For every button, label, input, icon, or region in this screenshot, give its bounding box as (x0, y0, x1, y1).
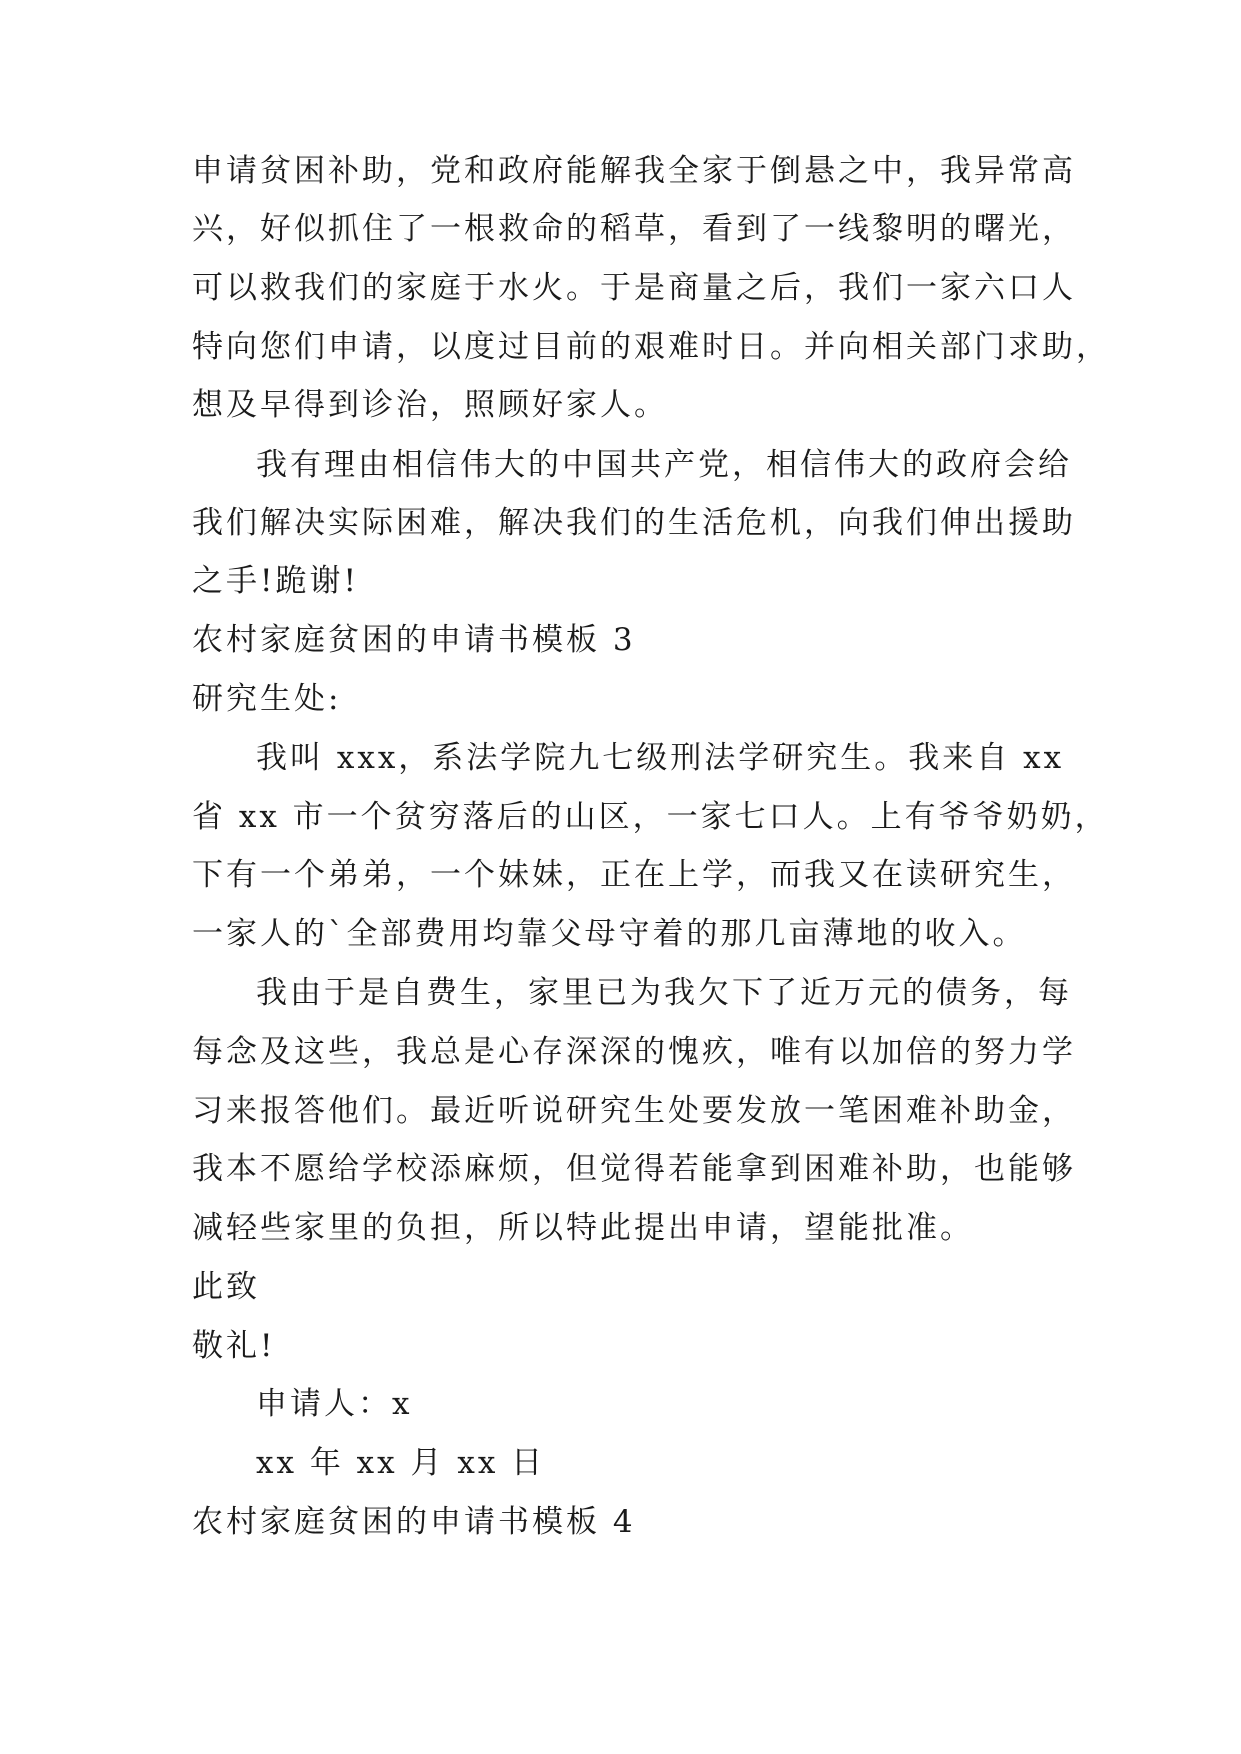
paragraph-line: 我有理由相信伟大的中国共产党，相信伟大的政府会给 (256, 447, 1072, 483)
paragraph-line: 习来报答他们。最近听说研究生处要发放一笔困难补助金， (192, 1093, 1076, 1129)
paragraph-line: 兴，好似抓住了一根救命的稻草，看到了一线黎明的曙光， (192, 211, 1076, 247)
paragraph-line: 每念及这些，我总是心存深深的愧疚，唯有以加倍的努力学 (192, 1034, 1076, 1070)
paragraph-line: 特向您们申请，以度过目前的艰难时日。并向相关部门求助， (192, 329, 1110, 365)
paragraph-line: 我叫 xxx，系法学院九七级刑法学研究生。我来自 xx (256, 740, 1065, 776)
closing-line: 敬礼! (192, 1328, 276, 1364)
paragraph-line: 一家人的`全部费用均靠父母守着的那几亩薄地的收入。 (192, 916, 1027, 952)
paragraph-line: 我由于是自费生，家里已为我欠下了近万元的债务，每 (256, 975, 1072, 1011)
paragraph-line: 想及早得到诊治，照顾好家人。 (192, 387, 668, 423)
paragraph-line: 下有一个弟弟，一个妹妹，正在上学，而我又在读研究生， (192, 857, 1076, 893)
paragraph-line: 申请贫困补助，党和政府能解我全家于倒悬之中，我异常高 (192, 153, 1076, 189)
section-heading: 农村家庭贫困的申请书模板 3 (192, 622, 636, 658)
date-line: xx 年 xx 月 xx 日 (256, 1445, 546, 1481)
paragraph-line: 我们解决实际困难，解决我们的生活危机，向我们伸出援助 (192, 505, 1076, 541)
paragraph-line: 省 xx 市一个贫穷落后的山区，一家七口人。上有爷爷奶奶， (192, 799, 1109, 835)
paragraph-line: 减轻些家里的负担，所以特此提出申请，望能批准。 (192, 1210, 974, 1246)
paragraph-line: 可以救我们的家庭于水火。于是商量之后，我们一家六口人 (192, 270, 1076, 306)
paragraph-line: 我本不愿给学校添麻烦，但觉得若能拿到困难补助，也能够 (192, 1151, 1076, 1187)
salutation: 研究生处: (192, 681, 342, 717)
applicant-line: 申请人：x (256, 1386, 413, 1422)
section-heading: 农村家庭贫困的申请书模板 4 (192, 1504, 636, 1540)
paragraph-line: 之手!跪谢! (192, 563, 359, 599)
closing-line: 此致 (192, 1269, 260, 1305)
